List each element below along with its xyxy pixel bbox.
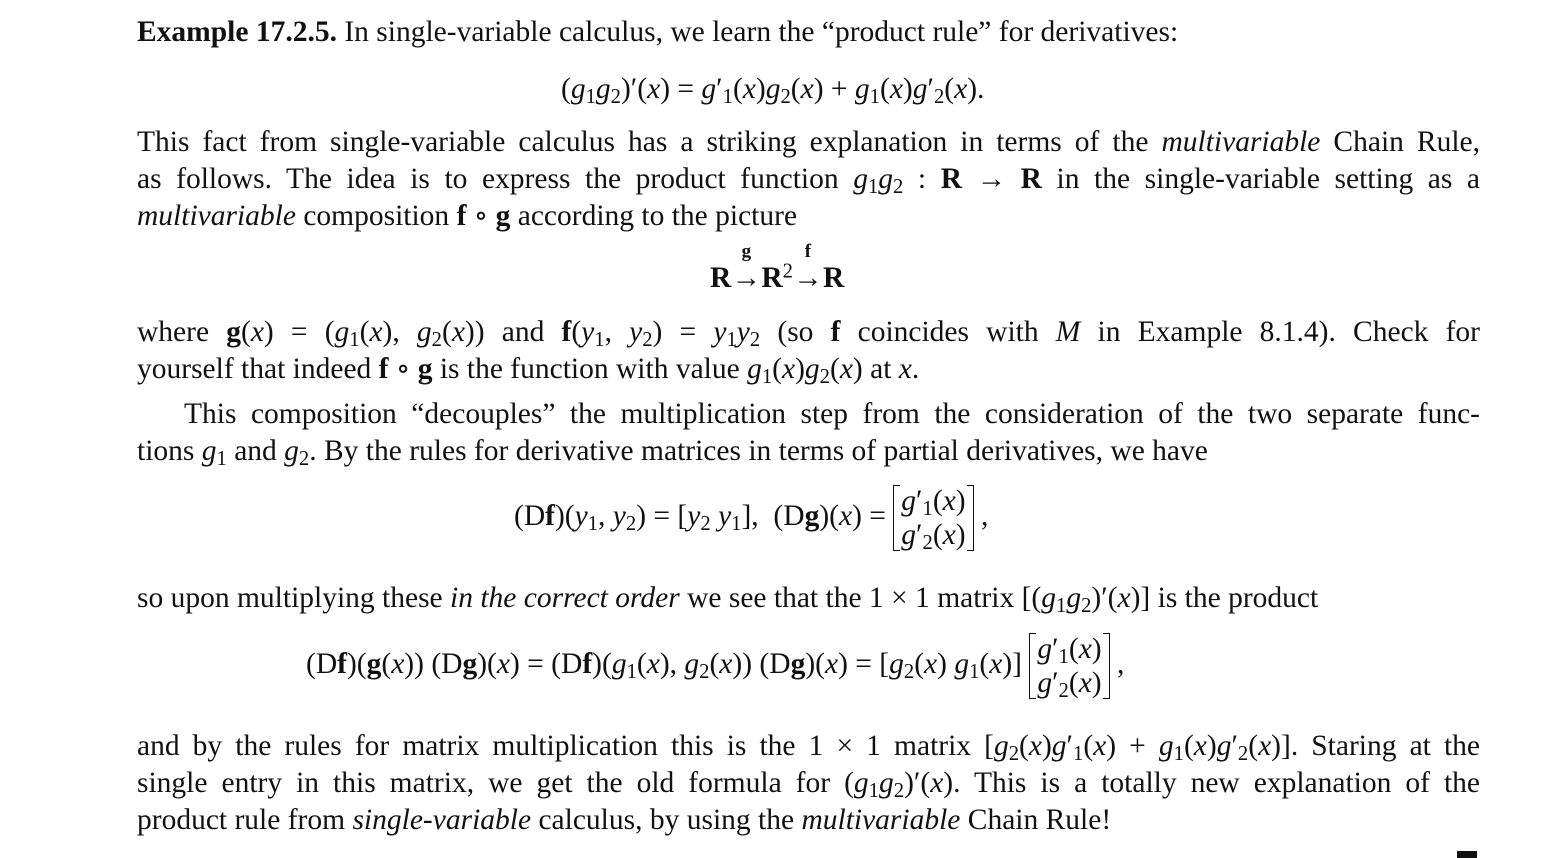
paragraph-3-line-2: tions $g_1$ and $g_2$. By the rules for derivative matrices in terms of partial derivatives, we have xyxy=(137,435,1208,471)
paragraph-1-line-2: as follows. The idea is to express the product function $g_1g_2$ : R → R in the single-variable setting as a xyxy=(137,163,1481,199)
paragraph-5-line-1: and by the rules for matrix multiplication this is the 1 × 1 matrix $[g_2(x)g'_1(x) + g_1(x)g'_2(x)]$. Staring at the xyxy=(137,730,1480,766)
derivative-matrices-equation: $(Df)(y_1$, $y_2) = [y_2$ $y_1$], (Dg)(x) = $g'_1(x)$ $g'_2(x)$ , xyxy=(514,482,988,554)
product-rule-equation: $(g_1g_2)'(x) = g'_1(x)g_2(x) + g_1(x)g'_2(x)$. xyxy=(561,73,985,109)
paragraph-2-line-2: yourself that indeed f ∘ g is the function with value $g_1(x)g_2(x)$ at x. xyxy=(137,353,920,389)
example-label: Example 17.2.5. xyxy=(137,16,337,48)
dg-column-matrix: $g'_1(x)$ $g'_2(x)$ xyxy=(893,482,973,554)
dg-column-matrix-2: $g'_1(x)$ $g'_2(x)$ xyxy=(1029,630,1109,702)
paragraph-5-line-3: product rule from single-variable calculus, by using the multivariable Chain Rule! xyxy=(137,804,1112,836)
paragraph-1-line-1: This fact from single-variable calculus has a striking explanation in terms of the multivariable Chain Rule, xyxy=(137,126,1480,158)
paragraph-1-line-3: multivariable composition f ∘ g according to the picture xyxy=(137,200,798,232)
paragraph-5-line-2: single entry in this matrix, we get the old formula for $(g_1g_2)'(x)$. This is a totally new explanation of the xyxy=(137,767,1480,803)
chain-rule-product-equation: (Df)(g(x)) $(Dg)(x) = (Df)(g_1(x)$, $g_2(x)$) $(Dg)(x) = [g_2(x)$ $g_1(x)$] $g'_1(x)$ $g'_2(x)$ , xyxy=(306,630,1124,702)
qed-mark xyxy=(1457,851,1477,858)
paragraph-3-line-1: This composition “decouples” the multiplication step from the consideration of the two separate func- xyxy=(184,398,1480,430)
paragraph-4-line-1: so upon multiplying these in the correct order we see that the 1 × 1 matrix $[(g_1g_2)'(x)]$ is the product xyxy=(137,582,1319,618)
composition-diagram: R g $\to R^2$ f →R xyxy=(710,241,845,294)
paragraph-2-line-1: where $g(x) = (g_1(x)$, $g_2(x)$) and $f(y_1$, $y_2) = y_1y_2$ (so f coincides with M in Example 8.1.4). Check for xyxy=(137,316,1480,352)
example-intro: In single-variable calculus, we learn the “product rule” for derivatives: xyxy=(336,16,1179,48)
example-heading-line xyxy=(137,14,1480,50)
